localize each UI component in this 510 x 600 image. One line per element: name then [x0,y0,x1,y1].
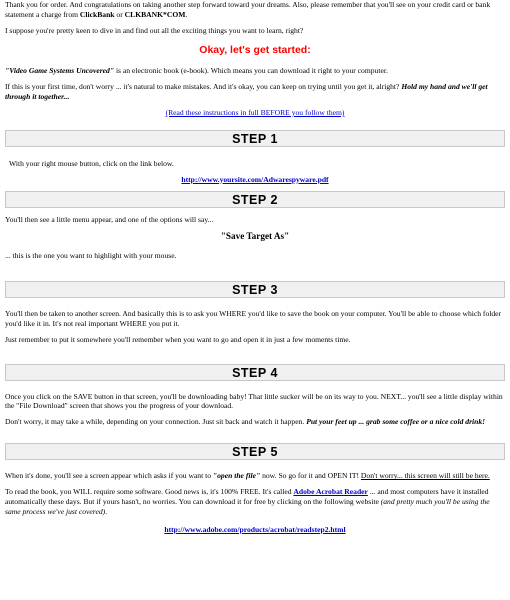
intro-end: . [185,9,188,19]
step-5-text-2 [5,487,505,517]
feet-up-text: Put your feet up ... grab some coffee or a nice cold drink! [306,417,486,427]
save-target-as-option: "Save Target As" [220,231,290,242]
step-4-wait-text: Don't worry, it may take a while, depending on your connection. Just sit back and watch it happen. [5,417,307,427]
screen-still-here-link[interactable]: Don't worry... this screen will still be here. [360,471,490,481]
first-time-paragraph [5,82,505,102]
step-1-link-row [5,175,505,185]
ebook-title: "Video Game Systems Uncovered" [5,66,115,76]
step-5-text [5,471,505,481]
step-3-text: You'll then be taken to another screen. And basically this is to ask you WHERE you'd like to save the book on your computer. You'll be able to choose which folder you'd like it in. It's not real important WHERE you put it. [5,309,502,328]
clkbank-name: CLKBANK*COM [124,9,186,19]
same-process-text: (and pretty much you'll be using the same process we've just covered) [5,496,490,516]
intro-or: or [114,9,125,19]
read-instructions-link[interactable]: (Read these instructions in full BEFORE you follow them) [165,107,345,117]
ebook-paragraph [5,66,505,76]
step-2-header: STEP 2 [5,191,505,208]
intro-paragraph [5,0,505,20]
step-5-open-it: now. So go for it and OPEN IT! [260,471,361,481]
download-free-text: ... and most computers have it installed automatically these days. But if yours hasn't, no worries. You can download it for free by clicking on the following website [5,487,489,506]
adobe-link-row [5,525,505,535]
step-4-text-2 [5,417,505,427]
step-1-header: STEP 1 [5,130,505,147]
clickbank-name: ClickBank [79,9,115,19]
step-4-header: STEP 4 [5,364,505,381]
step-3-text-2: Just remember to put it somewhere you'll remember when you want to go and open it in just a few moments time. [5,334,351,344]
first-time-text: If this is your first time, don't worry ... it's natural to make mistakes. And it's okay, you can keep on trying until you get it, alright? [5,82,402,92]
adobe-download-link[interactable]: http://www.adobe.com/products/acrobat/readstep2.html [164,524,346,534]
ebook-download-link[interactable]: http://www.yoursite.com/Adwarespyware.pdf [181,174,329,184]
adobe-acrobat-reader-link[interactable]: Adobe Acrobat Reader [293,487,368,497]
hold-my-hand-text: Hold my hand and we'll get through it together... [5,82,488,101]
step-3-header: STEP 3 [5,281,505,298]
step-2-text: You'll then see a little menu appear, and one of the options will say... [5,215,214,225]
step-5-period: . [105,506,108,516]
software-text: To read the book, you WILL require some software. Good news is, it's 100% FREE. It's called [5,487,294,497]
step-1-text: With your right mouse button, click on the link below. [9,158,174,168]
step-5-header: STEP 5 [5,443,505,460]
read-instructions-note [5,108,505,118]
start-heading: Okay, let's get started: [199,43,311,56]
open-the-file-text: "open the file" [212,471,261,481]
step-5-intro: When it's done, you'll see a screen appear which asks if you want to [5,471,213,481]
intro-text: Thank you for order. And congratulations on taking another step forward toward your dreams. Also, please remember that you'll see on your credit card or bank statement a charge from [5,0,491,19]
ebook-description: is an electronic book (e-book). Which means you can download it right to your computer. [114,66,388,76]
step-2-after: ... this is the one you want to highlight with your mouse. [5,251,177,261]
intro-question: I suppose you're pretty keen to dive in and find out all the exciting things you want to learn, right? [5,25,304,35]
step-4-text: Once you click on the SAVE button in that screen, you'll be downloading baby! That little sucker will be on its way to you. NEXT... you'll see a little display within the "File Download" screen that shows you the progress of your download. [5,391,503,411]
